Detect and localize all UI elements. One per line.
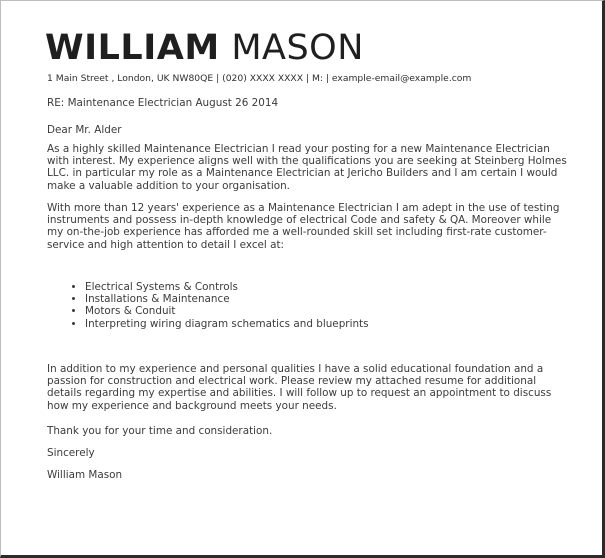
applicant-name	[45, 28, 364, 68]
skills-list	[67, 281, 369, 330]
paragraph-experience: With more than 12 years' experience as a Maintenance Electrician I am adept in the use of testing instruments and possess in-depth knowledge of electrical Code and safety & QA. Moreover while my on-the-job experience has afforded me a well-rounded skill set including first-rate customer-service and high attention to detail I excel at:	[47, 202, 560, 251]
subject-line: RE: Maintenance Electrician August 26 2014	[47, 97, 279, 109]
applicant-last-name: MASON	[231, 28, 364, 68]
skill-item: • Electrical Systems & Controls	[85, 281, 369, 293]
contact-line: 1 Main Street , London, UK NW80QE | (020) XXXX XXXX | M: | example-email@example.com	[47, 73, 472, 84]
closing-thanks: Thank you for your time and consideration.	[47, 425, 273, 437]
paragraph-education: In addition to my experience and personal qualities I have a solid educational foundation and a passion for construction and electrical work. Please review my attached resume for additional details regarding my expertise and abilities. I will follow up to request an appointment to discuss how my experience and background meets your needs.	[47, 363, 552, 412]
signature-name: William Mason	[47, 469, 123, 481]
signoff: Sincerely	[47, 447, 95, 459]
skill-item: • Installations & Maintenance	[85, 293, 369, 305]
paragraph-intro: As a highly skilled Maintenance Electrician I read your posting for a new Maintenance Electrician with interest. My experience aligns well with the qualifications you are seeking at Steinberg Holmes LLC. in particular my role as a Maintenance Electrician at Jericho Builders and I am certain I would make a valuable addition to your organisation.	[47, 143, 567, 192]
applicant-first-name: WILLIAM	[45, 28, 220, 68]
skill-item: • Interpreting wiring diagram schematics and blueprints	[85, 318, 369, 330]
salutation: Dear Mr. Alder	[47, 124, 122, 136]
skill-item: • Motors & Conduit	[85, 305, 369, 317]
